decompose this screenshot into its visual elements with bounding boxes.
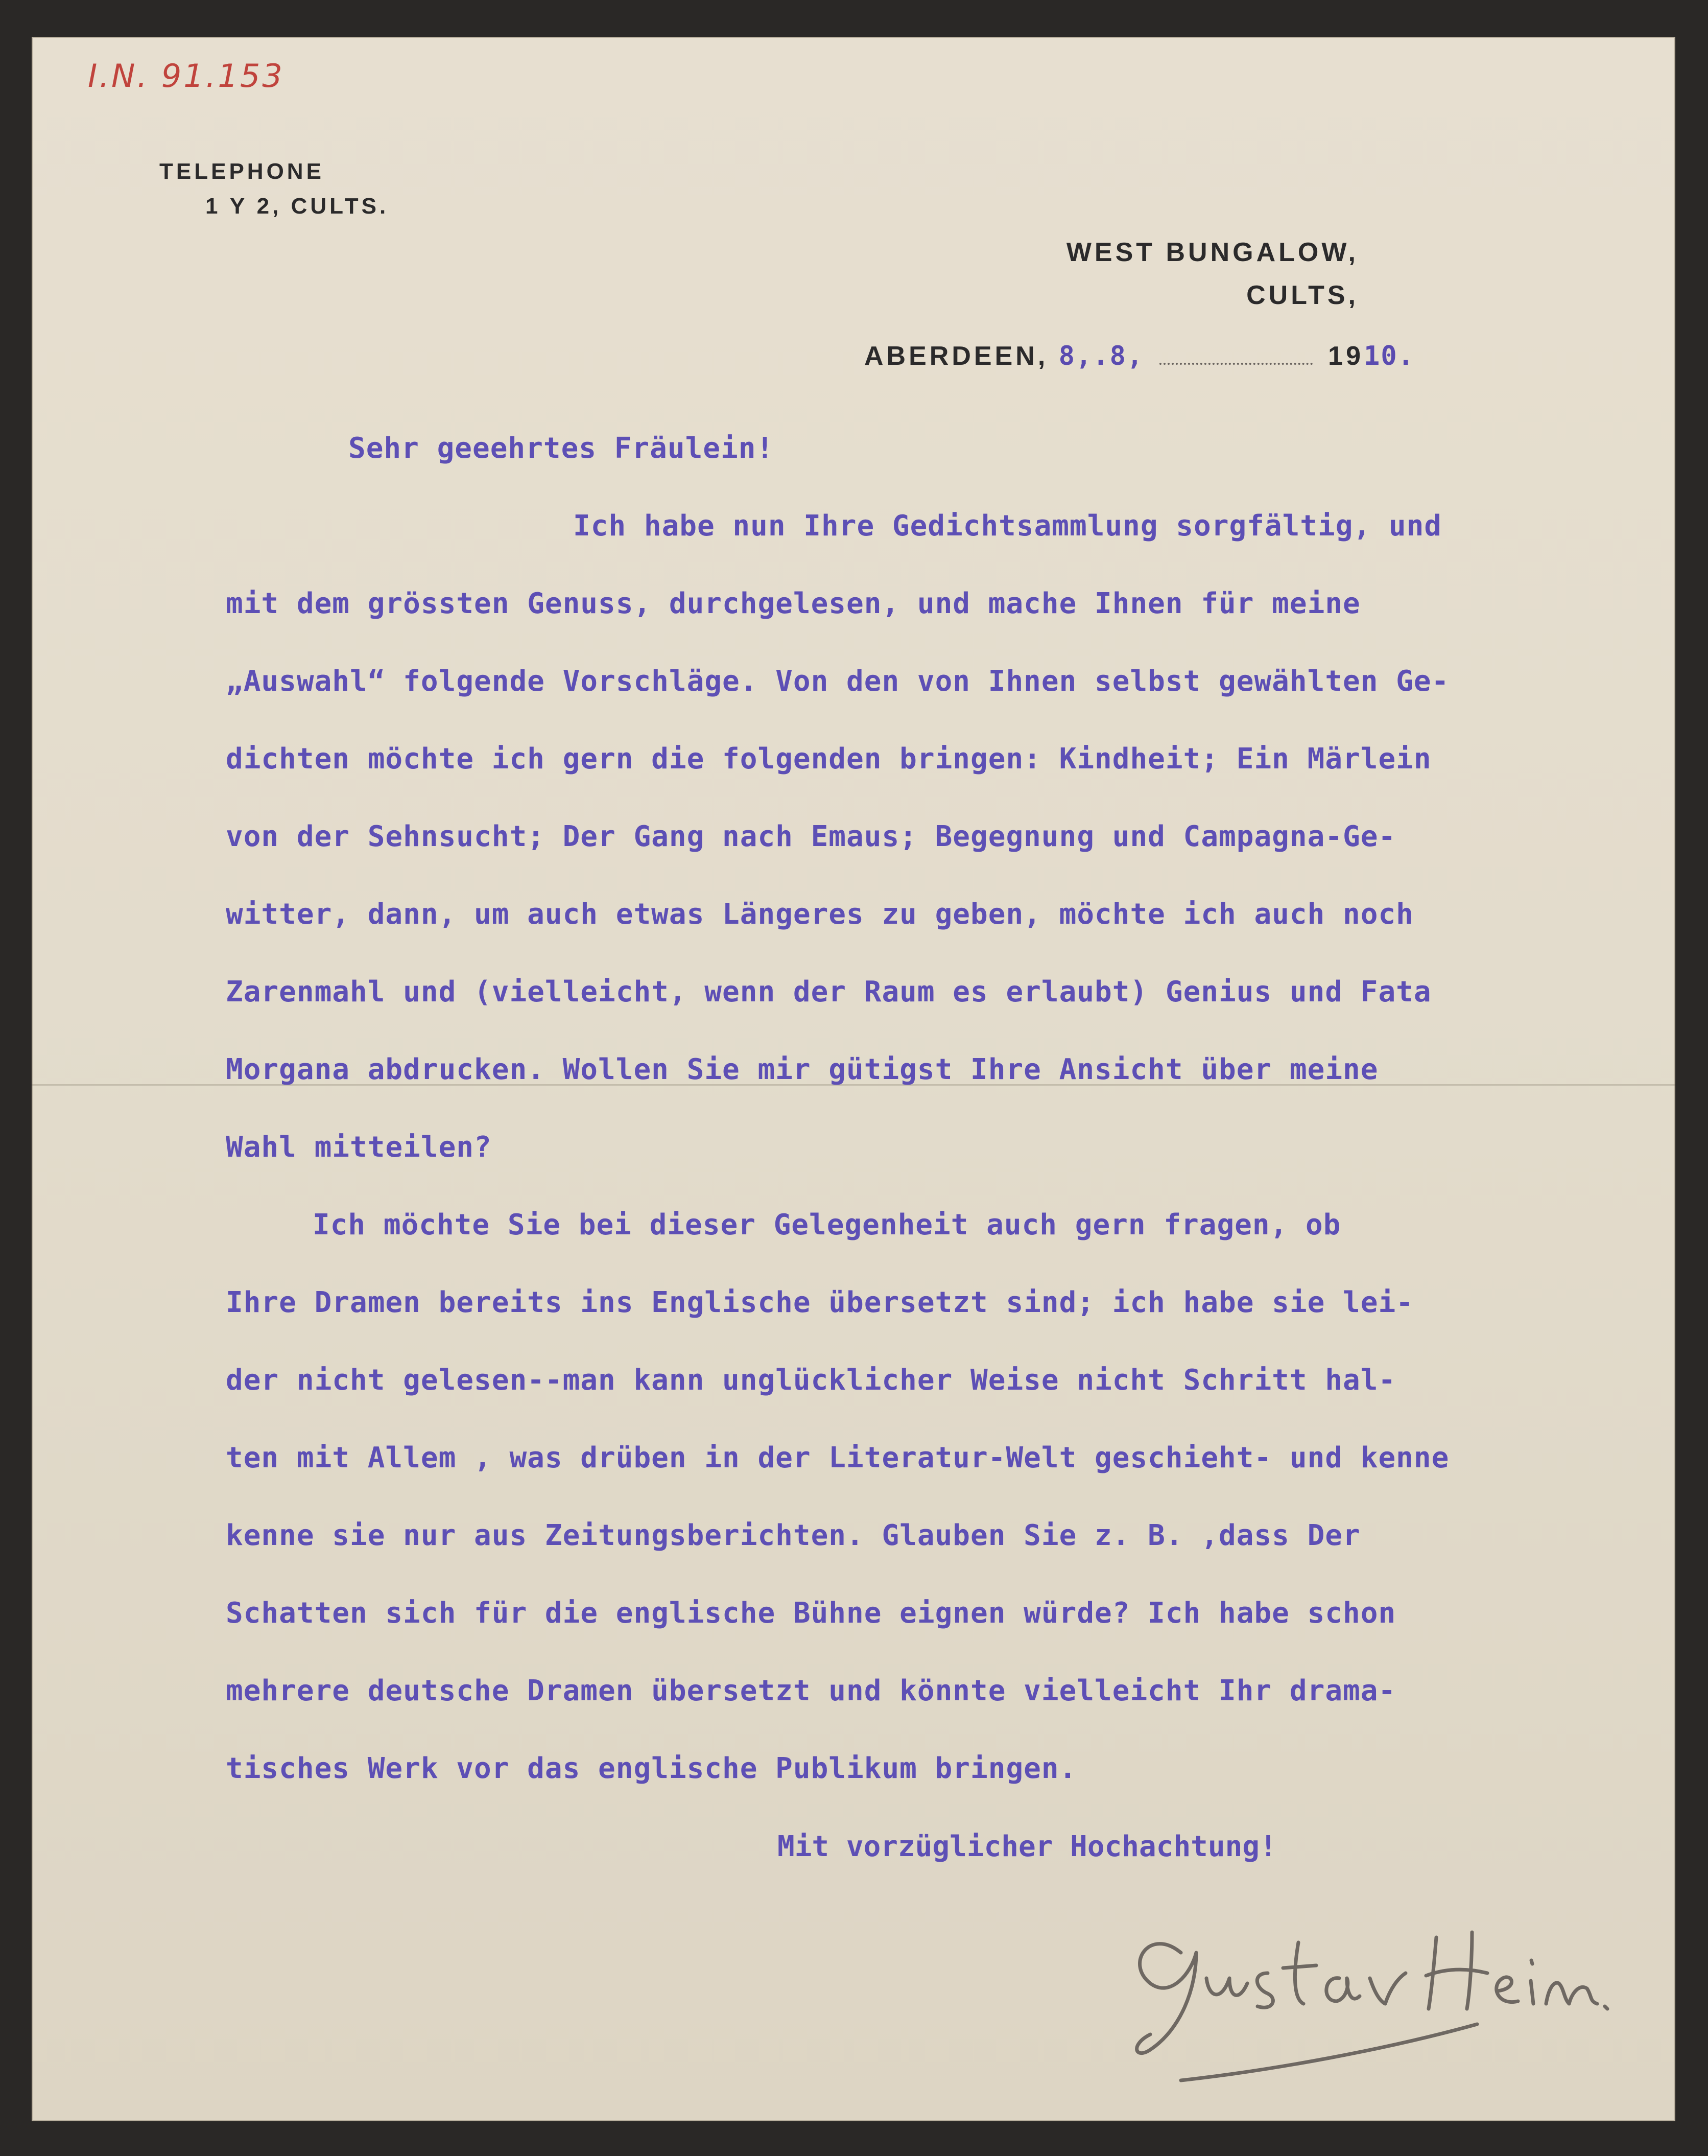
body-line: Wahl mitteilen?	[226, 1131, 492, 1164]
body-line: Ihre Dramen bereits ins Englische übersetzt sind; ich habe sie lei-	[226, 1286, 1414, 1319]
body-line: tisches Werk vor das englische Publikum bringen.	[226, 1752, 1077, 1785]
body-line: Morgana abdrucken. Wollen Sie mir gütigst Ihre Ansicht über meine	[226, 1053, 1379, 1086]
signature-text: Gustav Hein	[1120, 1896, 1123, 1897]
body-line: „Auswahl“ folgende Vorschläge. Von den von Ihnen selbst gewählten Ge-	[226, 665, 1450, 698]
letterhead-address	[1066, 231, 1359, 317]
address-line-2: CULTS,	[1246, 280, 1359, 310]
body-line: mehrere deutsche Dramen übersetzt und könnte vielleicht Ihr drama-	[226, 1674, 1396, 1707]
body-line: ten mit Allem , was drüben in der Literatur-Welt geschieht- und kenne	[226, 1441, 1450, 1474]
handwritten-signature	[1120, 1896, 1620, 2091]
body-line: mit dem grössten Genuss, durchgelesen, und mache Ihnen für meine	[226, 587, 1361, 620]
body-line: Ich habe nun Ihre Gedichtsammlung sorgfältig, und	[573, 509, 1442, 543]
dateline	[864, 341, 1415, 371]
telephone-number: 1 Y 2, CULTS.	[205, 194, 389, 219]
body-line: Ich möchte Sie bei dieser Gelegenheit auch gern fragen, ob	[313, 1208, 1341, 1241]
closing-formula: Mit vorzüglicher Hochachtung!	[777, 1830, 1277, 1863]
letterhead-telephone	[159, 154, 389, 224]
body-line: Schatten sich für die englische Bühne eignen würde? Ich habe schon	[226, 1597, 1396, 1630]
letter-sheet	[32, 37, 1675, 2121]
body-line: dichten möchte ich gern die folgenden bringen: Kindheit; Ein Märlein	[226, 742, 1432, 776]
body-line: witter, dann, um auch etwas Längeres zu geben, möchte ich auch noch	[226, 898, 1414, 931]
date-dotted-rule	[1159, 363, 1313, 365]
salutation: Sehr geeehrtes Fräulein!	[348, 432, 774, 465]
body-line: der nicht gelesen--man kann unglücklicher Weise nicht Schritt hal-	[226, 1364, 1396, 1397]
year-suffix: 10.	[1364, 341, 1415, 371]
body-line: Zarenmahl und (vielleicht, wenn der Raum es erlaubt) Genius und Fata	[226, 975, 1432, 1009]
telephone-label: TELEPHONE	[159, 159, 324, 184]
letter-body	[226, 410, 1646, 1808]
body-line: kenne sie nur aus Zeitungsberichten. Glauben Sie z. B. ,dass Der	[226, 1519, 1361, 1552]
city: ABERDEEN,	[864, 341, 1049, 371]
archive-reference-mark: I.N. 91.153	[88, 57, 284, 95]
body-line: von der Sehnsucht; Der Gang nach Emaus; Begegnung und Campagna-Ge-	[226, 820, 1396, 853]
date-day-month: 8,.8,	[1058, 341, 1144, 371]
address-line-1: WEST BUNGALOW,	[1066, 238, 1359, 267]
year-prefix: 19	[1328, 341, 1364, 371]
